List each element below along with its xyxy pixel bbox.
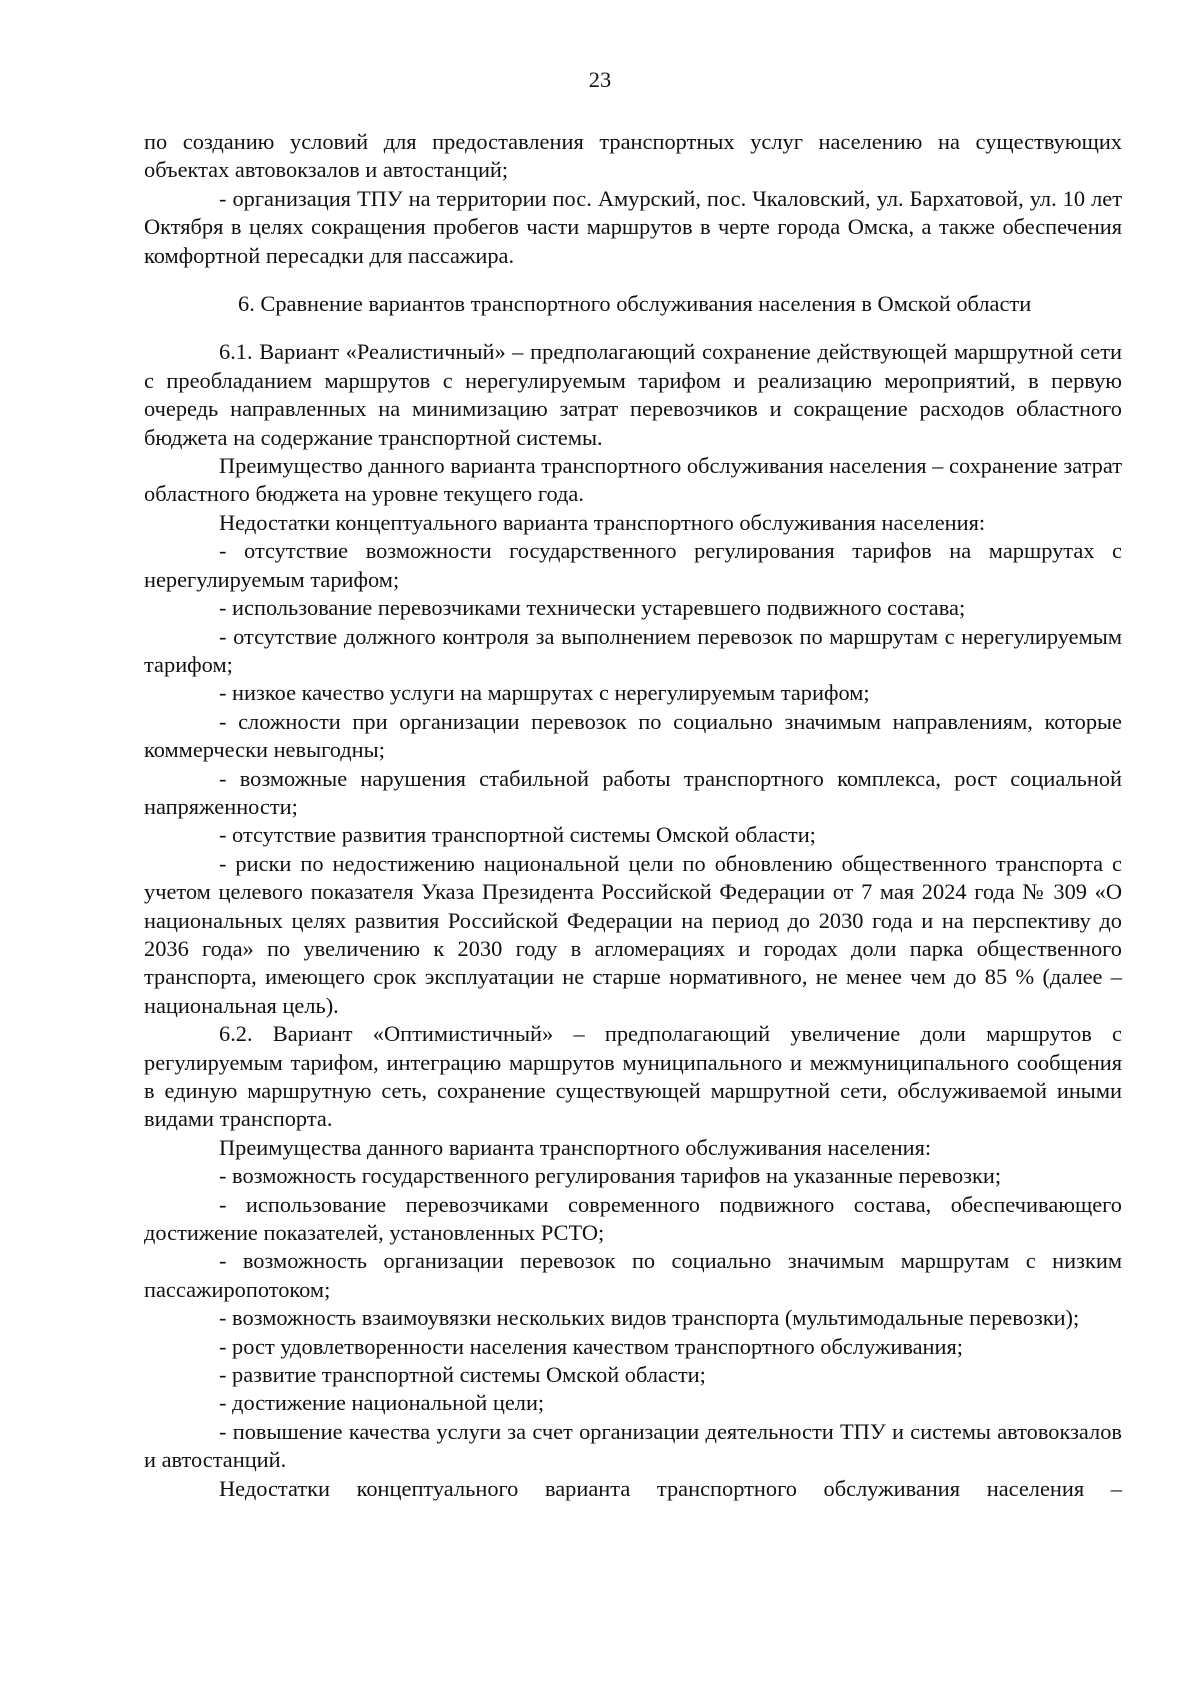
list-item: - повышение качества услуги за счет организации деятельности ТПУ и системы автовокзалов и автостанций. <box>144 1418 1122 1473</box>
page-number: 23 <box>588 67 612 92</box>
list-item: - возможность организации перевозок по социально значимым маршрутам с низким пассажиропотоком; <box>144 1248 1122 1302</box>
paragraph-variant-realistic: 6.1. Вариант «Реалистичный» – предполагающий сохранение действующей маршрутной сети с преобладанием маршрутов с нерегулируемым тарифом и реализацию мероприятий, в первую очередь направленных на минимизацию затрат перевозчиков и сокращение расходов областного бюджета на содержание транспортной системы. <box>144 339 1122 450</box>
list-item: - низкое качество услуги на маршрутах с нерегулируемым тарифом; <box>219 680 870 706</box>
list-item: - возможные нарушения стабильной работы транспортного комплекса, рост социальной напряженности; <box>144 765 1122 819</box>
paragraph-advantages-intro: Преимущества данного варианта транспортного обслуживания населения: <box>219 1134 932 1160</box>
list-item: - отсутствие должного контроля за выполнением перевозок по маршрутам с нерегулируемым тарифом; <box>144 623 1122 677</box>
list-item: - организация ТПУ на территории пос. Амурский, пос. Чкаловский, ул. Бархатовой, ул. 10 лет Октября в целях сокращения пробегов части маршрутов в черте города Омска, а также обеспечения комфортной пересадки для пассажира. <box>144 185 1122 268</box>
list-item: - достижение национальной цели; <box>219 1390 545 1416</box>
list-item: - использование перевозчиками технически устаревшего подвижного состава; <box>219 595 966 621</box>
list-item: - использование перевозчиками современного подвижного состава, обеспечивающего достижение показателей, установленных РСТО; <box>144 1191 1122 1246</box>
paragraph-disadvantages-intro: Недостатки концептуального варианта транспортного обслуживания населения: <box>219 509 986 535</box>
list-item: - сложности при организации перевозок по социально значимым направлениям, которые коммерчески невыгодны; <box>144 708 1122 763</box>
paragraph-disadvantages-intro-2: Недостатки концептуального варианта транспортного обслуживания населения – <box>219 1475 1122 1501</box>
paragraph-advantage: Преимущество данного варианта транспортного обслуживания населения – сохранение затрат областного бюджета на уровне текущего года. <box>144 453 1122 507</box>
list-item: - возможность государственного регулирования тарифов на указанные перевозки; <box>219 1163 1002 1189</box>
paragraph-continuation: по созданию условий для предоставления транспортных услуг населению на существующих объектах автовокзалов и автостанций; <box>144 129 1122 183</box>
list-item: - отсутствие возможности государственного регулирования тарифов на маршрутах с нерегулируемым тарифом; <box>144 538 1122 592</box>
list-item: - отсутствие развития транспортной системы Омской области; <box>219 822 816 848</box>
list-item: - риски по недостижению национальной цели по обновлению общественного транспорта с учетом целевого показателя Указа Президента Российской Федерации от 7 мая 2024 года № 309 «О национальных целях развития Российской Федерации на период до 2030 года и на перспективу до 2036 года» по увеличению к 2030 году в агломерациях и городах доли парка общественного транспорта, имеющего срок эксплуатации не старше нормативного, не менее чем до 85 % (далее – национальная цель). <box>144 850 1122 1018</box>
list-item: - рост удовлетворенности населения качеством транспортного обслуживания; <box>219 1333 964 1359</box>
document-body <box>144 128 1122 1503</box>
list-item: - развитие транспортной системы Омской области; <box>219 1362 706 1388</box>
section-heading: 6. Сравнение вариантов транспортного обслуживания населения в Омской области <box>238 291 1032 317</box>
paragraph-variant-optimistic: 6.2. Вариант «Оптимистичный» – предполагающий увеличение доли маршрутов с регулируемым тарифом, интеграцию маршрутов муниципального и межмуниципального сообщения в единую маршрутную сеть, сохранение существующей маршрутной сети, обслуживаемой иными видами транспорта. <box>144 1021 1122 1132</box>
list-item: - возможность взаимоувязки нескольких видов транспорта (мультимодальные перевозки); <box>219 1305 1080 1331</box>
